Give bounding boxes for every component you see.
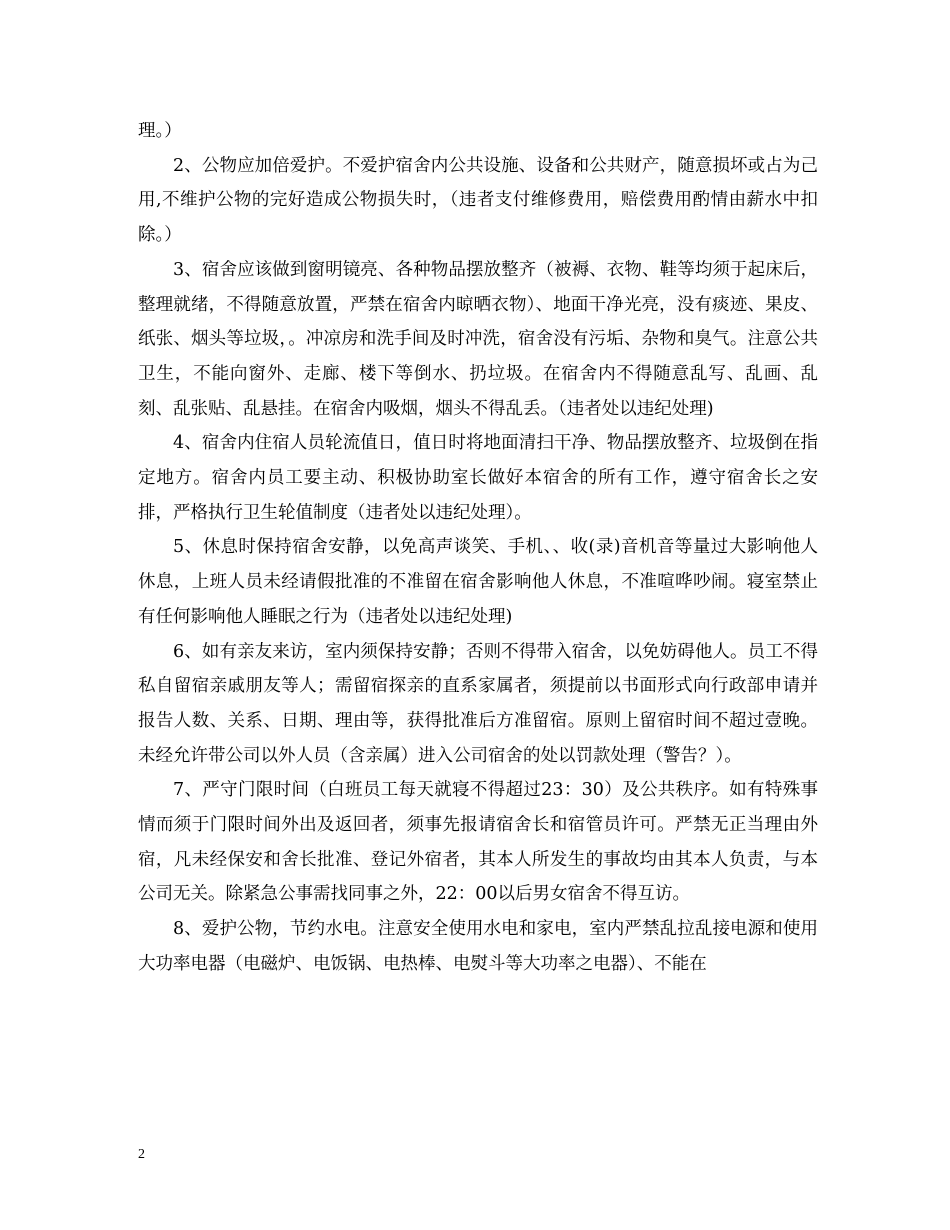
page-number: 2: [138, 1147, 145, 1162]
paragraph-rule-8: 8、爱护公物，节约水电。注意安全使用水电和家电，室内严禁乱拉乱接电源和使用大功率电器（电磁炉、电饭锅、电热棒、电熨斗等大功率之电器）、不能在: [138, 919, 818, 974]
document-body: [138, 114, 818, 982]
paragraph-rule-2: 2、公物应加倍爱护。不爱护宿舍内公共设施、设备和公共财产，随意损坏或占为己用,不维护公物的完好造成公物损失时，（违者支付维修费用，赔偿费用酌情由薪水中扣除。）: [138, 155, 818, 246]
paragraph-rule-5: 5、休息时保持宿舍安静，以免高声谈笑、手机、、收(录)音机音等量过大影响他人休息，上班人员未经请假批准的不准留在宿舍影响他人休息，不准喧哗吵闹。寝室禁止有任何影响他人睡眠之行为（违者处以违纪处理): [138, 537, 818, 627]
paragraph-rule-3: 3、宿舍应该做到窗明镜亮、各种物品摆放整齐（被褥、衣物、鞋等均须于起床后，整理就绪，不得随意放置，严禁在宿舍内晾晒衣物）、地面干净光亮，没有痰迹、果皮、纸张、烟头等垃圾，。冲凉房和洗手间及时冲洗，宿舍没有污垢、杂物和臭气。注意公共卫生，不能向窗外、走廊、楼下等倒水、扔垃圾。在宿舍内不得随意乱写、乱画、乱刻、乱张贴、乱悬挂。在宿舍内吸烟，烟头不得乱丢。（违者处以违纪处理): [138, 259, 818, 419]
paragraph-rule-7: 7、严守门限时间（白班员工每天就寝不得超过23：30）及公共秩序。如有特殊事情而须于门限时间外出及返回者，须事先报请宿舍长和宿管员许可。严禁无正当理由外宿，凡未经保安和舍长批准、登记外宿者，其本人所发生的事故均由其本人负责，与本公司无关。除紧急公事需找同事之外，22：00以后男女宿舍不得互访。: [138, 780, 818, 905]
paragraph-rule-6: 6、如有亲友来访，室内须保持安静；否则不得带入宿舍，以免妨碍他人。员工不得私自留宿亲戚朋友等人；需留宿探亲的直系家属者，须提前以书面形式向行政部申请并报告人数、关系、日期、理由等，获得批准后方准留宿。原则上留宿时间不超过壹晚。 未经允许带公司以外人员（含亲属）进入公司宿舍的处以罚款处理（警告？）。: [138, 641, 818, 766]
paragraph-continuation: 理。）: [138, 121, 182, 141]
paragraph-rule-4: 4、宿舍内住宿人员轮流值日，值日时将地面清扫干净、物品摆放整齐、垃圾倒在指定地方。宿舍内员工要主动、积极协助室长做好本宿舍的所有工作，遵守宿舍长之安排，严格执行卫生轮值制度（违者处以违纪处理）。: [138, 433, 818, 523]
